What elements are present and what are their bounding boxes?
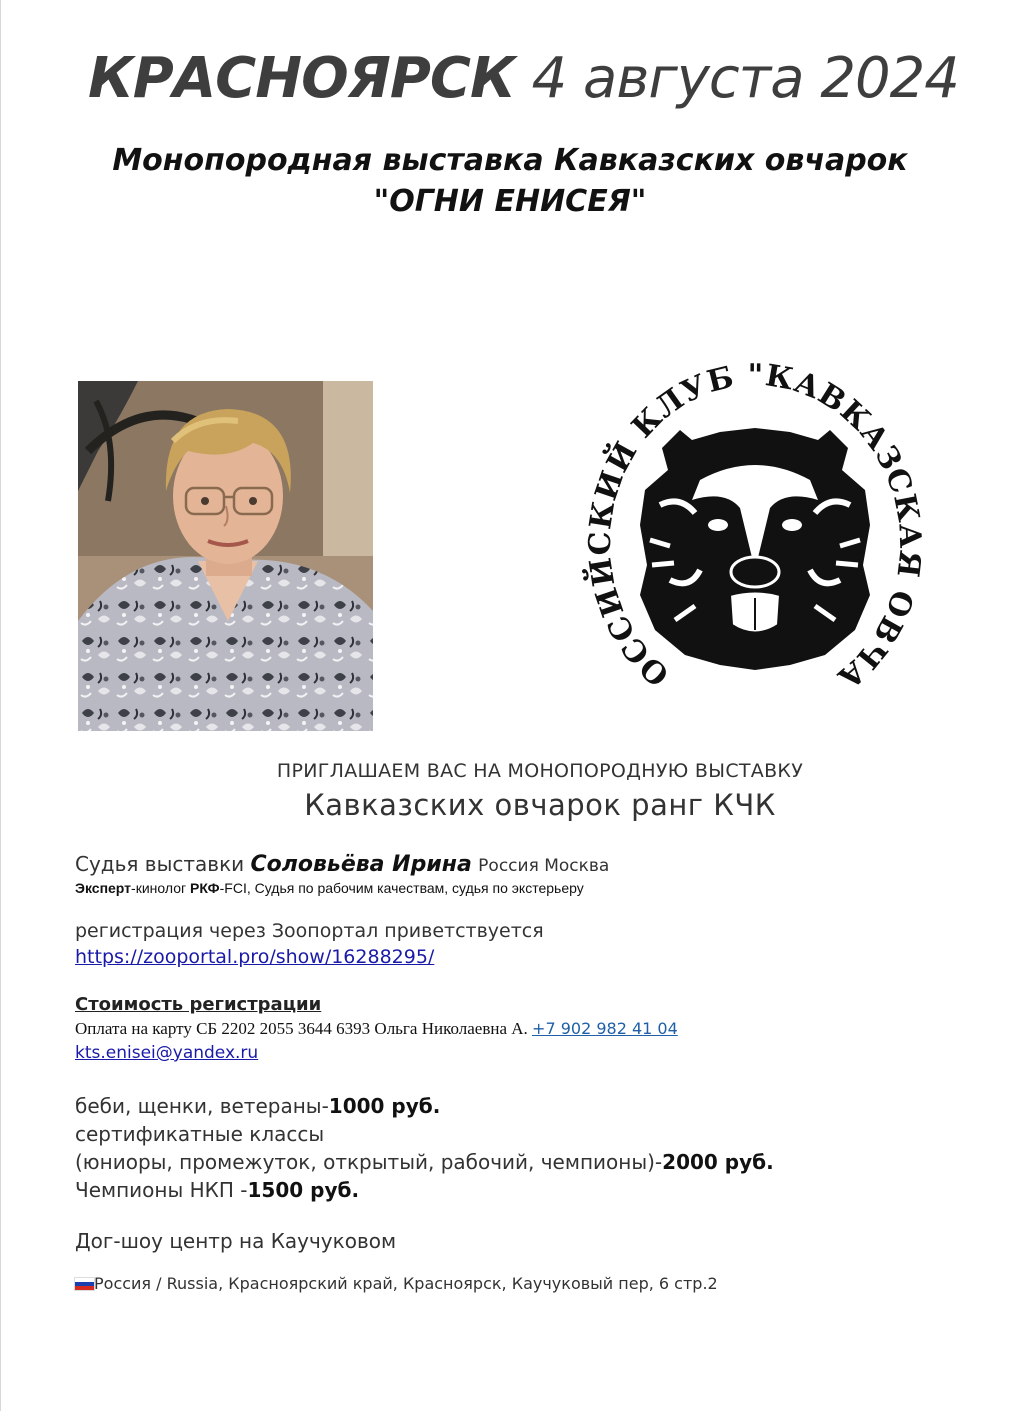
invitation-line2: Кавказских овчарок ранг КЧК: [304, 788, 776, 822]
page-edge: [0, 0, 1, 1411]
price-label-cert: (юниоры, промежуток, открытый, рабочий, чемпионы)-: [75, 1150, 663, 1174]
venue-address: Россия / Russia, Красноярский край, Красноярск, Каучуковый пер, 6 стр.2: [94, 1274, 718, 1293]
subtitle-line1: Монопородная выставка Кавказских овчарок: [112, 143, 908, 178]
judge-label: Судья выставки: [75, 852, 245, 876]
payment-text: Оплата на карту СБ 2202 2055 3644 6393 Ольга Николаевна А.: [75, 1019, 528, 1038]
price-value-cert: 2000 руб.: [662, 1150, 774, 1174]
venue-address-line: [75, 1274, 718, 1293]
judge-location: Россия Москва: [478, 856, 610, 876]
event-subtitle: [60, 140, 960, 223]
judge-line: [75, 852, 609, 877]
price-label-champions: Чемпионы НКП -: [75, 1178, 248, 1202]
venue-name: Дог-шоу центр на Каучуковом: [75, 1229, 397, 1253]
email-link[interactable]: kts.enisei@yandex.ru: [75, 1043, 259, 1063]
price-value-champions: 1500 руб.: [247, 1178, 360, 1202]
expert-word: Эксперт: [75, 880, 132, 896]
judge-name: Соловьёва Ирина: [250, 852, 472, 877]
price-line-cert: [75, 1150, 774, 1174]
price-line-cert-heading: сертификатные классы: [75, 1122, 325, 1146]
price-line-champions: [75, 1178, 359, 1202]
payment-line: [75, 1019, 678, 1039]
logo-text: ОССИЙСКИЙ КЛУБ "КАВКАЗСКАЯ ОВЧА: [582, 358, 928, 696]
registration-text: регистрация через Зоопортал приветствуется: [75, 920, 544, 942]
invitation-line1: ПРИГЛАШАЕМ ВАС НА МОНОПОРОДНУЮ ВЫСТАВКУ: [276, 760, 804, 782]
price-line-basic: [75, 1094, 440, 1118]
judge-photo: [78, 381, 373, 731]
registration-link[interactable]: https://zooportal.pro/show/16288295/: [75, 946, 435, 968]
subtitle-line2: "ОГНИ ЕНИСЕЯ": [373, 184, 647, 220]
price-label-basic: беби, щенки, ветераны-: [75, 1094, 329, 1118]
title-date: 4 августа 2024: [531, 46, 959, 111]
price-value-basic: 1000 руб.: [328, 1094, 441, 1118]
club-logo: [580, 340, 930, 725]
expert-mid: -кинолог: [131, 880, 187, 896]
cost-heading: Стоимость регистрации: [75, 994, 322, 1015]
russia-flag-icon: [75, 1278, 94, 1290]
rkf-abbr: РКФ: [189, 880, 220, 896]
title-city: КРАСНОЯРСК: [88, 46, 515, 111]
dog-head-icon: [640, 428, 870, 670]
page-title: [88, 48, 968, 110]
phone-link[interactable]: +7 902 982 41 04: [532, 1019, 678, 1038]
expert-rest: -FCI, Судья по рабочим качествам, судья по экстерьеру: [219, 880, 584, 896]
judge-credentials: [75, 880, 584, 896]
